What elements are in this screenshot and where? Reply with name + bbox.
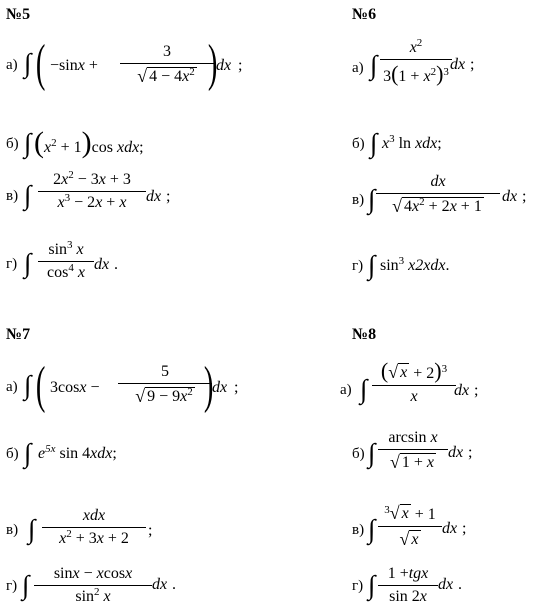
right-paren: ) xyxy=(207,35,218,92)
left-paren: ( xyxy=(35,35,46,92)
punct: . xyxy=(114,256,118,273)
punct: . xyxy=(458,576,462,593)
item-label: в) xyxy=(6,188,19,204)
item-label: г) xyxy=(6,256,18,272)
problem-6a xyxy=(352,34,512,104)
fraction: 5 √ $9 - 9x^2$ xyxy=(118,364,212,406)
differential: dx xyxy=(212,379,228,396)
punct: . xyxy=(172,576,176,593)
fraction: 3 √ $4 - 4x^2$ xyxy=(120,44,214,86)
integral-sign: ∫ xyxy=(368,570,376,600)
differential: dx xyxy=(454,382,470,399)
fraction: $x^2$ $3(1 + x^2)^3$ xyxy=(380,40,452,85)
differential: dx xyxy=(438,576,454,593)
integral-sign: ∫ xyxy=(368,250,376,280)
punct: ; xyxy=(238,57,243,74)
fraction: 1 +tgx sin 2x xyxy=(378,566,438,605)
item-label: а) xyxy=(352,60,364,76)
left-paren: ( xyxy=(35,357,46,414)
differential: dx xyxy=(502,188,518,205)
punct: ; xyxy=(474,382,479,399)
integral-sign: ∫ xyxy=(370,128,378,158)
integral-sign: ∫ xyxy=(24,370,32,400)
fraction: ( √ x + 2)$^3$ x xyxy=(372,360,456,405)
punct: ; xyxy=(468,444,473,461)
integral-sign: ∫ xyxy=(368,514,376,544)
differential: dx xyxy=(450,56,466,73)
item-label: в) xyxy=(352,192,365,208)
problem-6b xyxy=(352,126,512,162)
item-label: г) xyxy=(6,578,18,594)
integral-sign: ∫ xyxy=(360,374,368,404)
item-label: б) xyxy=(352,136,365,152)
expr-term: 3cosx − xyxy=(50,379,100,396)
item-label: а) xyxy=(6,379,18,395)
problem-5c xyxy=(6,166,226,226)
punct: ; xyxy=(522,188,527,205)
problem-6-header: №6 xyxy=(352,6,377,23)
integral-sign: ∫ xyxy=(24,48,32,78)
problem-6d xyxy=(352,248,512,284)
problem-5b xyxy=(6,126,206,162)
item-label: г) xyxy=(352,258,364,274)
integral-sign: ∫ xyxy=(24,180,32,210)
item-label: а) xyxy=(6,57,18,73)
item-label: б) xyxy=(6,136,19,152)
punct: ; xyxy=(166,188,171,205)
problem-5-header: №5 xyxy=(6,6,31,23)
problem-5d xyxy=(6,236,206,296)
problem-8d xyxy=(352,562,522,616)
item-label: в) xyxy=(352,522,365,538)
expr: $e^{5x}$ sin 4xdx; xyxy=(38,442,117,462)
item-label: г) xyxy=(352,578,364,594)
punct: ; xyxy=(234,379,239,396)
punct: ; xyxy=(462,520,467,537)
item-label: а) xyxy=(340,382,352,398)
fraction: $2x^2 - 3x + 3$ $x^3 - 2x + x$ xyxy=(38,172,146,211)
problem-8c xyxy=(352,500,522,558)
problem-5a xyxy=(6,34,266,104)
item-label: б) xyxy=(6,446,19,462)
integral-sign: ∫ xyxy=(368,438,376,468)
integral-sign: ∫ xyxy=(24,438,32,468)
expr: $(x^2 + 1)\cos$ xdx; xyxy=(34,126,144,159)
fraction: $^3$ √ x + 1 √ x xyxy=(378,504,442,549)
fraction: arcsin x √ 1 + x xyxy=(378,430,448,472)
fraction: $\sin^3 x$ $\cos^4 x$ xyxy=(38,242,94,281)
punct: ; xyxy=(148,522,153,539)
integral-sign: ∫ xyxy=(368,184,376,214)
integral-sign: ∫ xyxy=(24,128,32,158)
fraction: sinx − xcosx $\sin^2 x$ xyxy=(34,566,152,605)
problem-7d xyxy=(6,562,206,616)
problem-7b xyxy=(6,436,206,472)
expr-term: −sinx + xyxy=(50,57,98,74)
item-label: в) xyxy=(6,522,19,538)
problem-7-header: №7 xyxy=(6,326,31,343)
fraction: dx √ $4x^2 + 2x + 1$ xyxy=(376,174,500,216)
problem-6c xyxy=(352,170,536,230)
expr: $x^3$ ln xdx; xyxy=(382,132,442,152)
fraction: xdx $x^2 + 3x + 2$ xyxy=(42,508,146,547)
problem-8a xyxy=(340,356,520,420)
differential: dx xyxy=(216,57,232,74)
differential: dx xyxy=(94,256,110,273)
integral-sign: ∫ xyxy=(22,570,30,600)
integral-sign: ∫ xyxy=(28,514,36,544)
problem-8-header: №8 xyxy=(352,326,377,343)
problem-7a xyxy=(6,356,276,426)
differential: dx xyxy=(146,188,162,205)
problem-8b xyxy=(352,426,522,482)
right-paren: ) xyxy=(203,357,214,414)
problem-7c xyxy=(6,504,206,564)
expr: $\sin^3 x2xdx$. xyxy=(380,254,450,274)
differential: dx xyxy=(152,576,168,593)
integral-sign: ∫ xyxy=(24,248,32,278)
differential: dx xyxy=(442,520,458,537)
differential: dx xyxy=(448,444,464,461)
integral-sign: ∫ xyxy=(370,50,378,80)
punct: ; xyxy=(470,56,475,73)
item-label: б) xyxy=(352,446,365,462)
